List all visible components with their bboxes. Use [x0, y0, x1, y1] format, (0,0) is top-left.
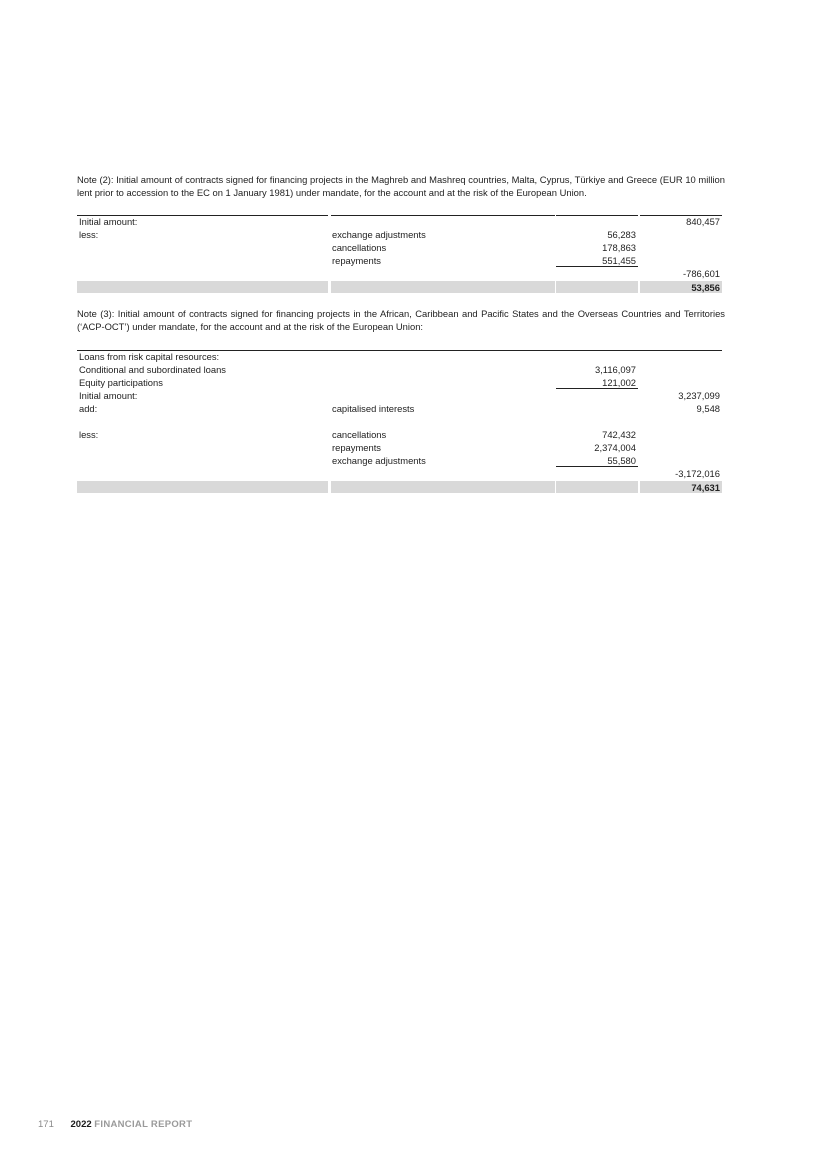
report-year: 2022	[70, 1119, 92, 1130]
total-row	[77, 480, 722, 493]
item-value: 121,002	[556, 376, 638, 389]
total-row	[77, 280, 722, 293]
item-label: cancellations	[332, 429, 387, 440]
table-row	[77, 254, 722, 267]
initial-amount-value: 840,457	[686, 216, 720, 227]
less-label: less:	[79, 229, 99, 240]
table-row	[77, 350, 722, 363]
less-label: less:	[79, 429, 99, 440]
note-2-table	[77, 215, 722, 293]
table-row	[77, 267, 722, 280]
item-label: exchange adjustments	[332, 455, 426, 466]
less-total-value: -786,601	[682, 268, 720, 279]
table-row	[77, 376, 722, 389]
table-row	[77, 402, 722, 415]
total-value: 53,856	[640, 281, 722, 293]
item-value: 56,283	[607, 229, 636, 240]
note-3-text: Note (3): Initial amount of contracts signed for financing projects in the African, Caribbean and Pacific States and the Overseas Countries and Territories (‘ACP-OCT’) under mandate, for the account and at the risk of the European Union:	[77, 308, 725, 332]
total-value: 74,631	[640, 481, 722, 493]
initial-amount-label: Initial amount:	[79, 216, 138, 227]
table-row	[77, 389, 722, 402]
spacer-row	[77, 415, 722, 428]
table-row	[77, 428, 722, 441]
report-title: FINANCIAL REPORT	[94, 1119, 193, 1130]
item-value: 742,432	[602, 429, 636, 440]
table-row	[77, 228, 722, 241]
item-value: 2,374,004	[594, 442, 636, 453]
table-row	[77, 363, 722, 376]
note-3-table	[77, 350, 722, 493]
item-value: 55,580	[556, 454, 638, 467]
item-value: 3,116,097	[594, 364, 636, 375]
item-label: exchange adjustments	[332, 229, 426, 240]
initial-amount-value: 3,237,099	[678, 390, 720, 401]
note-2-text: Note (2): Initial amount of contracts signed for financing projects in the Maghreb and Mashreq countries, Malta, Cyprus, Türkiye and Greece (EUR 10 million lent prior to accession to the EC on 1 January 1981) under mandate, for the account and at the risk of the European Union.	[77, 174, 725, 198]
table-row	[77, 241, 722, 254]
item-label: Equity participations	[79, 377, 163, 388]
table-row	[77, 215, 722, 228]
add-label: add:	[79, 403, 98, 414]
item-label: repayments	[332, 255, 381, 266]
table-row	[77, 454, 722, 467]
item-value: 551,455	[556, 254, 638, 267]
less-total-value: -3,172,016	[675, 468, 720, 479]
item-label: repayments	[332, 442, 381, 453]
item-label: Conditional and subordinated loans	[79, 364, 226, 375]
loans-header-label: Loans from risk capital resources:	[79, 351, 220, 362]
page-footer	[38, 1119, 192, 1131]
item-value: 9,548	[696, 403, 720, 414]
table-row	[77, 441, 722, 454]
item-label: cancellations	[332, 242, 387, 253]
page-number: 171	[38, 1119, 54, 1130]
item-label: capitalised interests	[332, 403, 415, 414]
initial-amount-label: Initial amount:	[79, 390, 138, 401]
item-value: 178,863	[602, 242, 636, 253]
table-row	[77, 467, 722, 480]
